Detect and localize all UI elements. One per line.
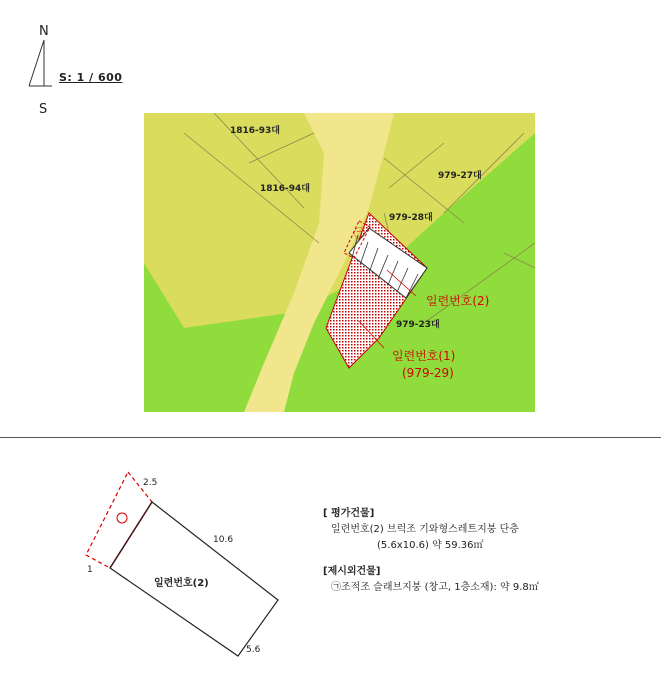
sketch-circle-mark-icon <box>117 513 127 523</box>
parcel-label-979-28: 979-28대 <box>389 213 433 223</box>
dim-bottom: 5.6 <box>246 645 261 655</box>
info-panel <box>323 506 643 596</box>
compass-north-label: N <box>39 24 49 39</box>
circle-mark-label: ㉠ <box>354 227 365 240</box>
compass-arrow-icon <box>26 38 56 100</box>
sketch-building-label: 일련번호(2) <box>154 578 209 589</box>
building-sketch <box>70 460 300 670</box>
parcel-label-1816-93: 1816-93대 <box>230 126 281 136</box>
section2-title: [제시외건물] <box>323 566 381 577</box>
dim-right: 10.6 <box>213 535 234 545</box>
parcel-label-979-27: 979-27대 <box>438 171 482 181</box>
dim-left: 1 <box>87 565 93 575</box>
parcel-label-979-23: 979-23대 <box>396 320 440 330</box>
section-divider <box>0 437 661 438</box>
serial-2-label: 일련번호(2) <box>426 294 490 308</box>
section1-line2: (5.6x10.6) 약 59.36㎡ <box>377 540 484 551</box>
scale-label: S: 1 / 600 <box>59 71 123 84</box>
dim-top: 2.5 <box>143 478 158 488</box>
serial-1-lot-label: (979-29) <box>402 366 454 380</box>
section1-line1: 일련번호(2) 브럭조 기와형스레트지붕 단층 <box>331 524 519 535</box>
section1-title: [ 평가건물] <box>323 508 375 519</box>
cadastral-map <box>144 113 535 412</box>
section2-line1: ㉠조적조 슬래브지붕 (창고, 1층소재): 약 9.8㎡ <box>331 582 539 593</box>
map-canvas <box>144 113 535 412</box>
compass-south-label: S <box>39 102 48 117</box>
serial-1-label: 일련번호(1) <box>392 349 456 363</box>
parcel-label-1816-94: 1816-94대 <box>260 184 311 194</box>
